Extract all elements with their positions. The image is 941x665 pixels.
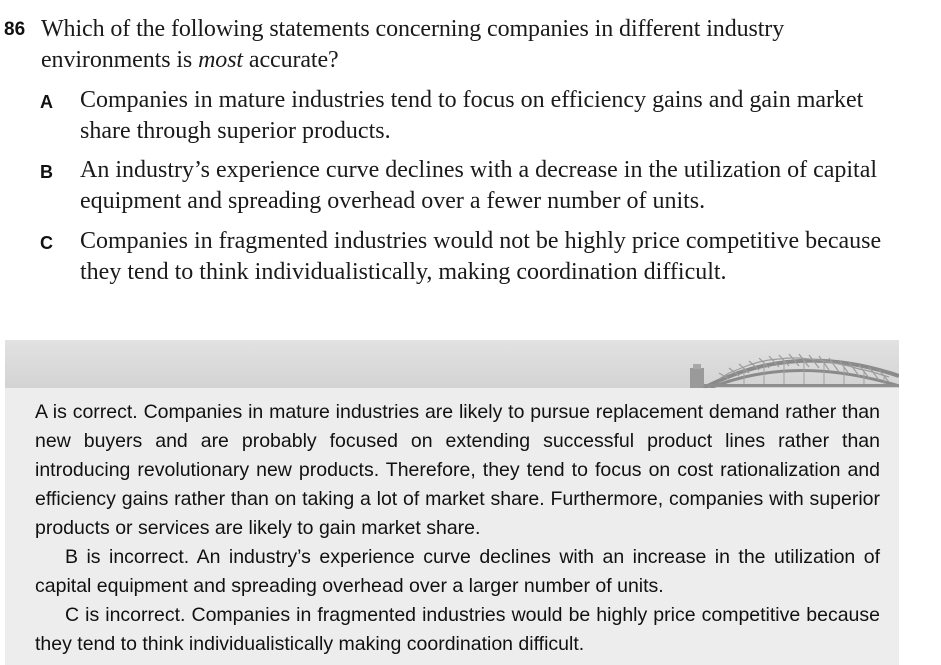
question-stem-end: accurate? xyxy=(243,47,339,73)
solution-paragraph-b: B is incorrect. An industry’s experience curve declines with an increase in the utilization of capital equipment and spreading overhead over a larger number of units. xyxy=(35,546,880,597)
solution-panel xyxy=(5,340,899,665)
option-text: Companies in mature industries tend to focus on efficiency gains and gain market share through superior products. xyxy=(80,87,864,144)
solution-header xyxy=(5,340,899,388)
option-text: Companies in fragmented industries would not be highly price competitive because they tend to think individualistically, making coordination difficult. xyxy=(80,228,882,285)
question-number: 86 xyxy=(4,19,26,40)
option-text: An industry’s experience curve declines with a decrease in the utilization of capital equipment and spreading overhead over a fewer number of units. xyxy=(80,157,878,214)
solution-text xyxy=(35,398,880,659)
question-stem-text: Which of the following statements concerning companies in different industry environments is xyxy=(41,16,785,73)
question-stem xyxy=(41,14,901,76)
option-letter: B xyxy=(40,162,53,182)
solution-paragraph-c: C is incorrect. Companies in fragmented industries would be highly price competitive because they tend to think individualistically making coordination difficult. xyxy=(35,604,880,655)
question-stem-emphasis: most xyxy=(198,47,244,73)
harbour-bridge-icon xyxy=(684,346,899,388)
option-letter: C xyxy=(40,233,53,253)
solution-paragraph-a: A is correct. Companies in mature industries are likely to pursue replacement demand rather than new buyers and are probably focused on extending successful product lines rather than introducing revolutionary new products. Therefore, they tend to focus on cost rationalization and efficiency gains rather than on taking a lot of market share. Furthermore, companies with superior products or services are likely to gain market share. xyxy=(35,401,880,539)
option-letter: A xyxy=(40,92,53,112)
